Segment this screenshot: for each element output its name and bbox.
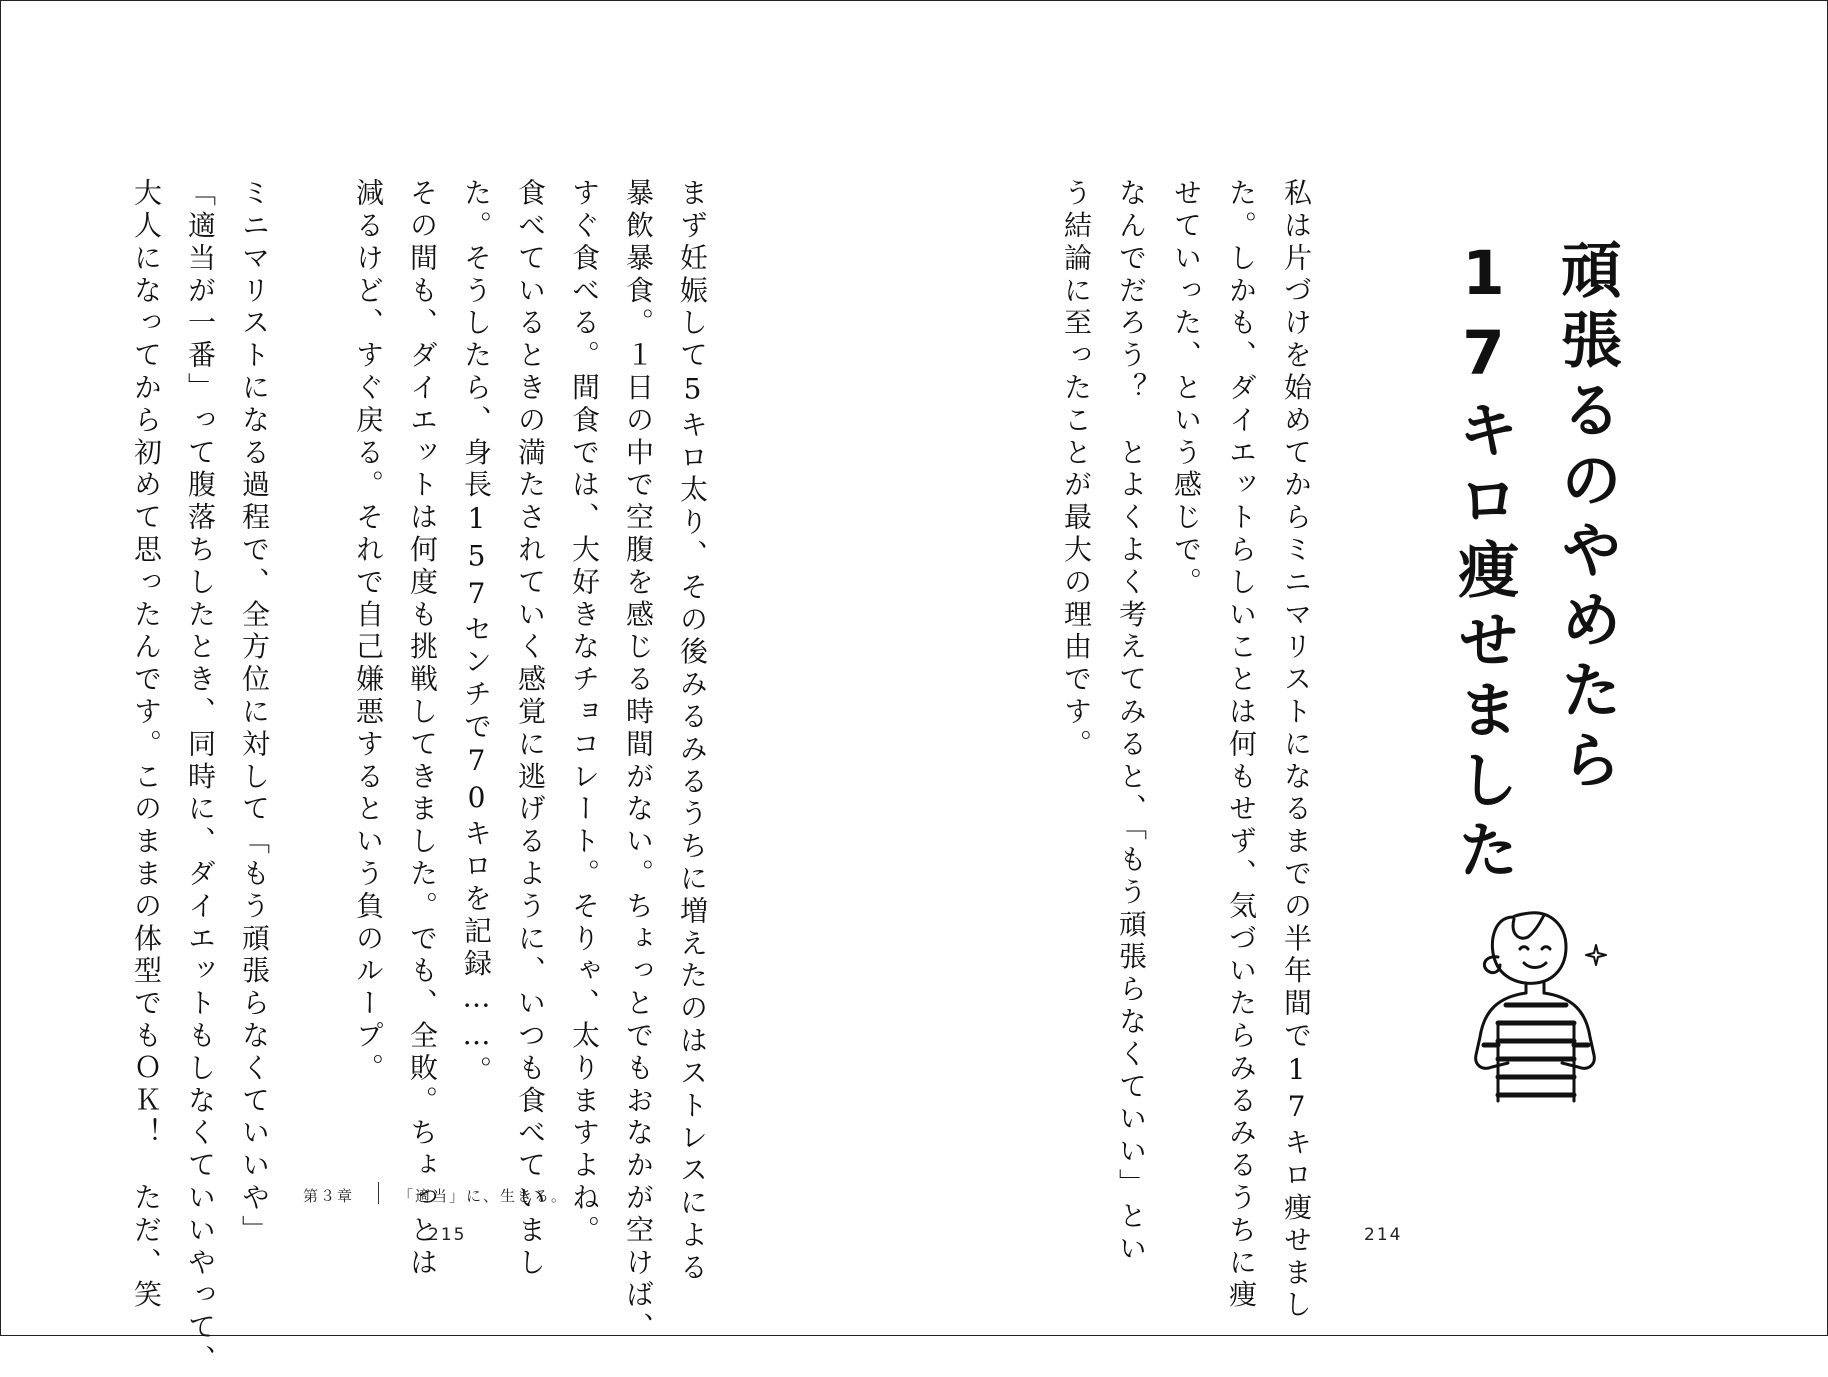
- right-page-line-3: せていった、という感じで。: [1170, 178, 1203, 600]
- right-page-line-2: た。しかも、ダイエットらしいことは何もせず、気づいたらみるみるうちに痩: [1225, 178, 1258, 1312]
- left-page-line-4: 食べているときの満たされていく感覚に逃げるように、いつも食べていまし: [514, 178, 547, 1280]
- left-page-line-3: すぐ食べる。間食では、大好きなチョコレート。そりゃ、太りますよね。: [568, 178, 601, 1248]
- left-page-line-7: 減るけど、すぐ戻る。それで自己嫌悪するという負のループ。: [352, 178, 385, 1086]
- woman-striped-shirt-illustration: [1458, 905, 1618, 1105]
- left-page-line-1: まず妊娠して5キロ太り、その後みるみるうちに増えたのはストレスによる: [676, 178, 709, 1285]
- right-page-line-1: 私は片づけを始めてからミニマリストになるまでの半年間で17キロ痩せまし: [1280, 178, 1313, 1322]
- chapter-divider: [378, 1182, 379, 1204]
- left-page-line-8: ミニマリストになる過程で、全方位に対して「もう頑張らなくていいや」: [238, 178, 271, 1248]
- left-page-line-6: その間も、ダイエットは何度も挑戦してきました。でも、全敗。ちょっとは: [406, 178, 439, 1280]
- running-header-chapter-title: 「適当」に、生きる。: [398, 1187, 569, 1205]
- left-page-line-5: た。そうしたら、身長157センチで70キロを記録……。: [460, 178, 493, 1088]
- left-page-line-2: 暴飲暴食。１日の中で空腹を感じる時間がない。ちょっとでもおなかが空けば、: [622, 178, 655, 1345]
- chapter-label: 第３章: [303, 1187, 355, 1205]
- chapter-heading-line-1: 頑張るのやめたら: [1551, 238, 1622, 798]
- page-number-right: 214: [1364, 1225, 1403, 1245]
- page-number-left: 215: [428, 1225, 467, 1245]
- right-page-line-5: う結論に至ったことが最大の理由です。: [1060, 178, 1093, 762]
- left-page-line-9: 「適当が一番」って腹落ちしたとき、同時に、ダイエットもしなくていいやって、: [184, 178, 217, 1377]
- chapter-heading-line-2: 17キロ痩せました: [1448, 238, 1519, 888]
- right-page-line-4: なんでだろう？ とよくよく考えてみると、「もう頑張らなくていい」とい: [1115, 178, 1148, 1266]
- left-page-line-10: 大人になってから初めて思ったんです。このままの体型でもＯＫ！ ただ、笑: [130, 178, 163, 1312]
